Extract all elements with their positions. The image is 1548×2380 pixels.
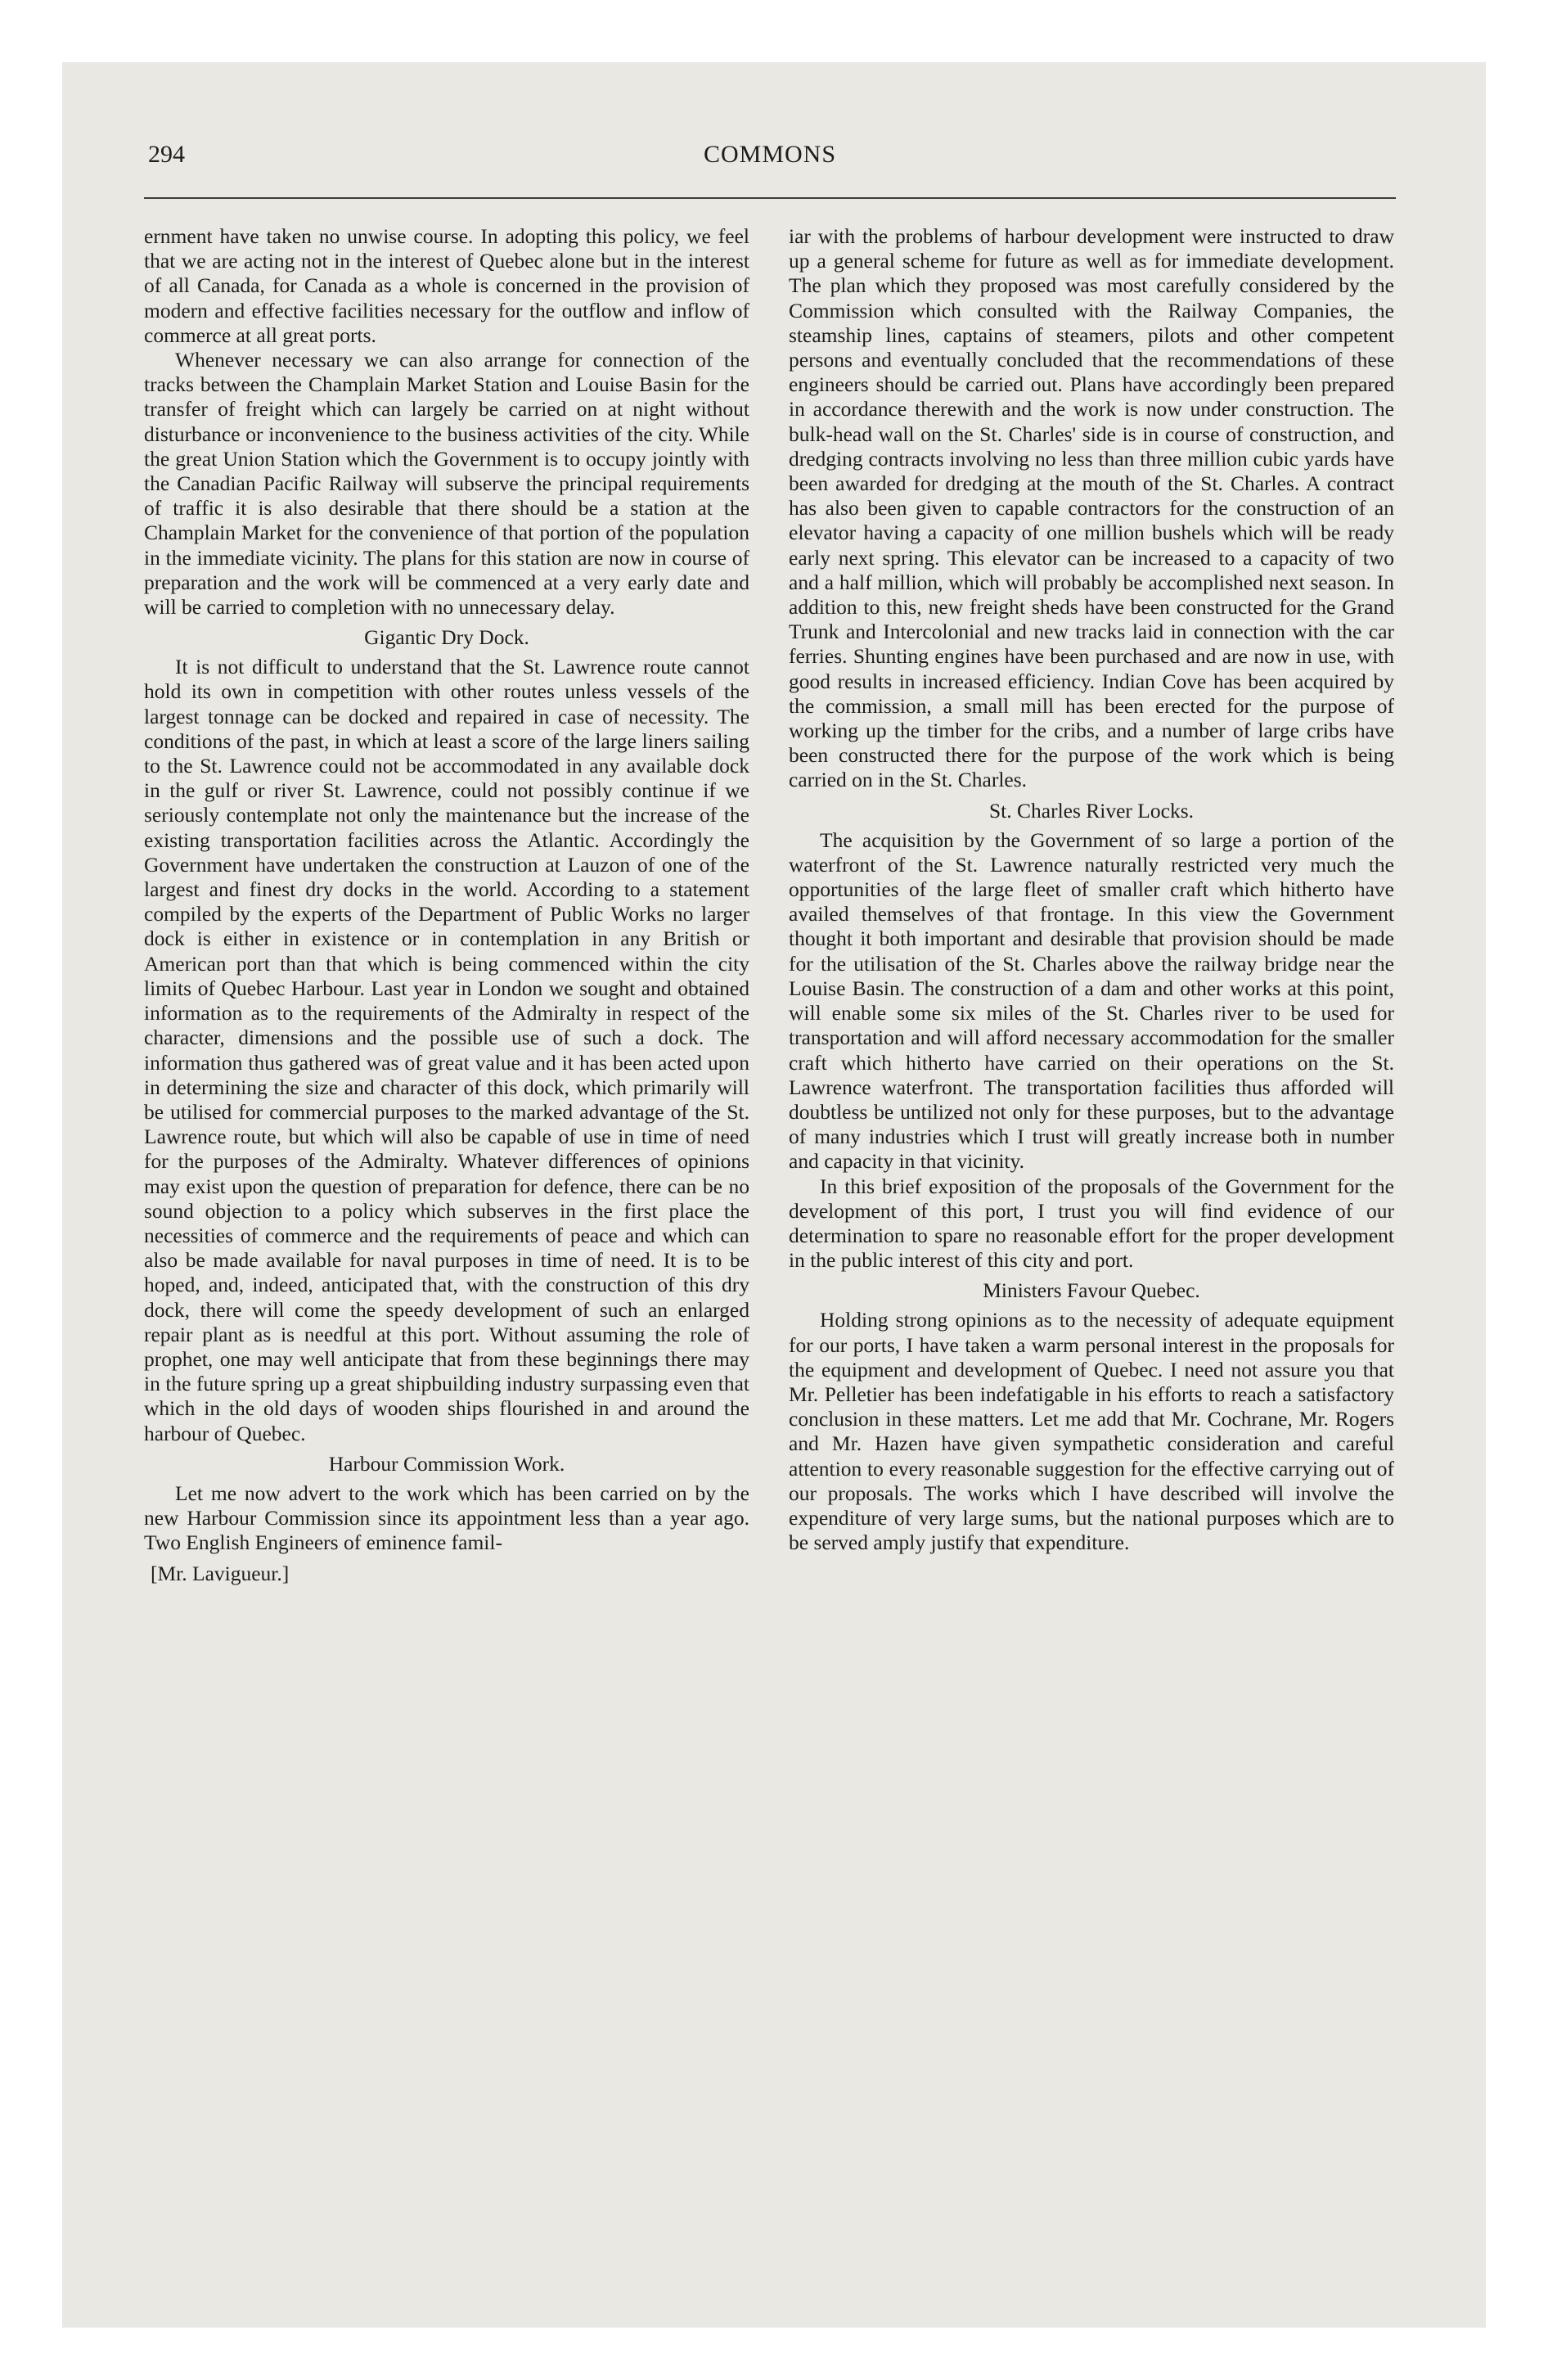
- right-column: [789, 224, 1394, 1555]
- paragraph: In this brief exposition of the proposals of the Government for the development of this port, I trust you will find evidence of our determination to spare no reasonable effort for the proper development in the public interest of this city and port.: [789, 1174, 1394, 1273]
- paragraph: Holding strong opinions as to the necessity of adequate equipment for our ports, I have taken a warm personal interest in the proposals for the equipment and development of Quebec. I need not assure you that Mr. Pelletier has been indefatigable in his efforts to reach a satisfactory conclusion in these matters. Let me add that Mr. Cochrane, Mr. Rogers and Mr. Hazen have given sympathetic consideration and careful attention to every reasonable suggestion for the effective carrying out of our proposals. The works which I have described will involve the expenditure of very large sums, but the national purposes which are to be served amply justify that expenditure.: [789, 1308, 1394, 1555]
- section-heading: Harbour Commission Work.: [328, 1451, 565, 1476]
- page-number: 294: [148, 141, 185, 168]
- section-heading: St. Charles River Locks.: [988, 798, 1194, 823]
- paragraph: The acquisition by the Government of so large a portion of the waterfront of the St. Lawrence naturally restricted very much the opportunities of the large fleet of smaller craft which hitherto have availed themselves of that frontage. In this view the Government thought it both important and desirable that provision should be made for the utilisation of the St. Charles above the railway bridge near the Louise Basin. The construction of a dam and other works at this point, will enable some six miles of the St. Charles river to be used for transportation and will afford necessary accommodation for the smaller craft which hitherto have carried on their operations on the St. Lawrence waterfront. The transportation facilities thus afforded will doubtless be untilized not only for these purposes, but to the advantage of many industries which I trust will greatly increase both in number and capacity in that vicinity.: [789, 827, 1394, 1174]
- paragraph: Whenever necessary we can also arrange for connection of the tracks between the Champlain Market Station and Louise Basin for the transfer of freight which can largely be carried on at night without disturbance or inconvenience to the business activities of the city. While the great Union Station which the Government is to occupy jointly with the Canadian Pacific Railway will subserve the principal requirements of traffic it is also desirable that there should be a station at the Champlain Market for the convenience of that portion of the population in the immediate vicinity. The plans for this station are now in course of preparation and the work will be commenced at a very early date and will be carried to completion with no unnecessary delay.: [144, 348, 749, 620]
- section-heading: Ministers Favour Quebec.: [983, 1278, 1200, 1303]
- scanned-page: [62, 62, 1486, 2328]
- paragraph: Let me now advert to the work which has been carried on by the new Harbour Commission since its appointment less than a year ago. Two English Engineers of eminence famil-: [144, 1481, 749, 1555]
- paragraph: It is not difficult to understand that the St. Lawrence route cannot hold its own in competition with other routes unless vessels of the largest tonnage can be docked and repaired in case of necessity. The conditions of the past, in which at least a score of the large liners sailing to the St. Lawrence could not be accommodated in any available dock in the gulf or river St. Lawrence, could not possibly continue if we seriously contemplate not only the maintenance but the increase of the existing transportation facilities across the Atlantic. Accordingly the Government have undertaken the construction at Lauzon of one of the largest and finest dry docks in the world. According to a statement compiled by the experts of the Department of Public Works no larger dock is either in existence or in contemplation in any British or American port than that which is being commenced within the city limits of Quebec Harbour. Last year in London we sought and obtained information as to the requirements of the Admiralty in respect of the character, dimensions and the possible use of such a dock. The information thus gathered was of great value and it has been acted upon in determining the size and character of this dock, which primarily will be utilised for commercial purposes to the marked advantage of the St. Lawrence route, but which will also be capable of use in time of need for the purposes of the Admiralty. Whatever differences of opinions may exist upon the question of preparation for defence, there can be no sound objection to a policy which subserves in the first place the necessities of commerce and the requirements of peace and which can also be made available for naval purposes in time of need. It is to be hoped, and, indeed, anticipated that, with the construction of this dry dock, there will come the speedy development of such an enlarged repair plant as is needful at this port. Without assuming the role of prophet, one may well anticipate that from these beginnings there may in the future spring up a great shipbuilding industry surpassing even that which in the old days of wooden ships flourished in and around the harbour of Quebec.: [144, 655, 749, 1445]
- paragraph: iar with the problems of harbour development were instructed to draw up a general scheme for future as well as for immediate development. The plan which they proposed was most carefully considered by the Commission which consulted with the Railway Companies, the steamship lines, captains of steamers, pilots and other competent persons and eventually concluded that the recommendations of these engineers should be carried out. Plans have accordingly been prepared in accordance therewith and the work is now under construction. The bulk-head wall on the St. Charles' side is in course of construction, and dredging contracts involving no less than three million cubic yards have been awarded for dredging at the mouth of the St. Charles. A contract has also been given to capable contractors for the construction of an elevator having a capacity of one million bushels which will be ready early next spring. This elevator can be increased to a capacity of two and a half million, which will probably be accomplished next season. In addition to this, new freight sheds have been constructed for the Grand Trunk and Intercolonial and new tracks laid in connection with the car ferries. Shunting engines have been purchased and are now in use, with good results in increased efficiency. Indian Cove has been acquired by the commission, a small mill has been erected for the purpose of working up the timber for the cribs, and a number of large cribs have been constructed there for the purpose of the work which is being carried on in the St. Charles.: [789, 224, 1394, 792]
- paragraph: ernment have taken no unwise course. In adopting this policy, we feel that we are acting not in the interest of Quebec alone but in the interest of all Canada, for Canada as a whole is concerned in the provision of modern and effective facilities necessary for the outflow and inflow of commerce at all great ports.: [144, 224, 749, 347]
- speaker-attribution: [Mr. Lavigueur.]: [151, 1562, 290, 1586]
- running-head: COMMONS: [703, 141, 837, 168]
- left-column: [144, 224, 749, 1586]
- section-heading: Gigantic Dry Dock.: [364, 625, 529, 650]
- header-rule: [144, 197, 1396, 199]
- page-header: [148, 141, 1392, 177]
